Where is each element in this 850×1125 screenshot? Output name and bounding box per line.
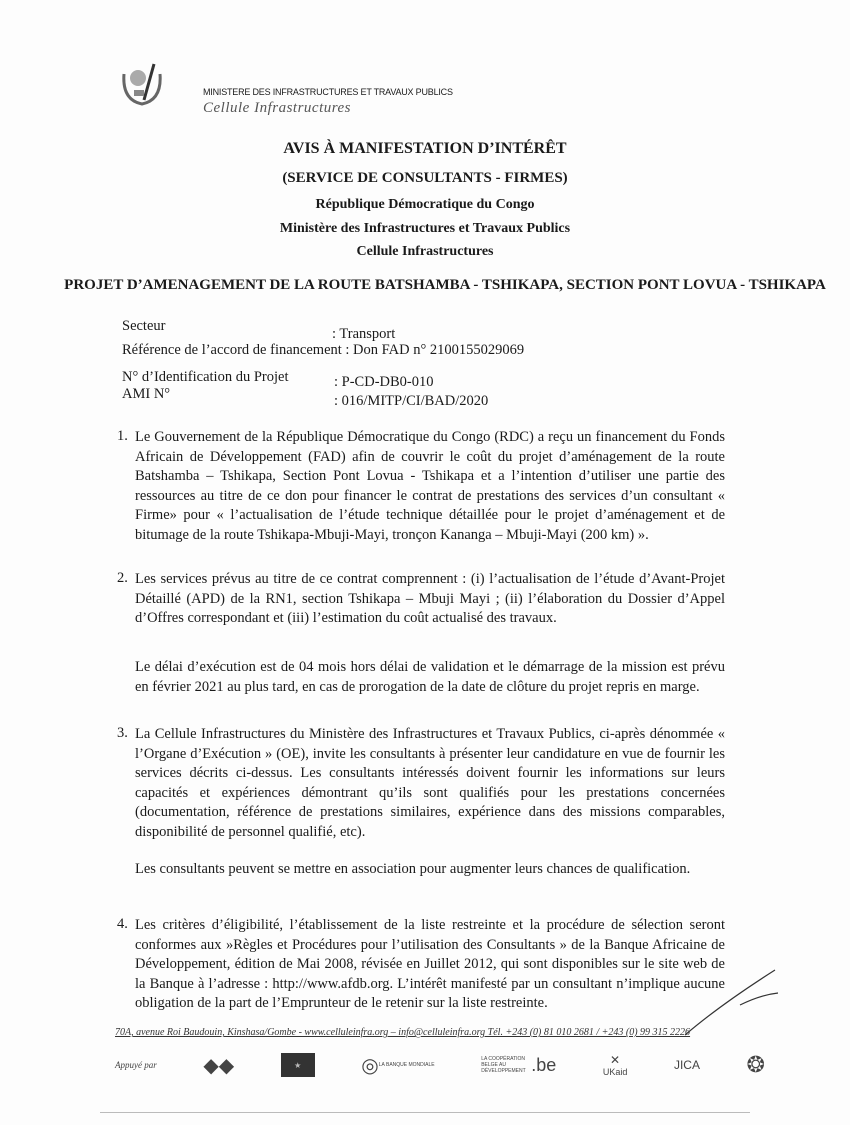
meta-label-value: [122, 342, 524, 359]
ministry-heading: Ministère des Infrastructures et Travaux Publics: [279, 221, 571, 236]
paragraph-4: Les critères d’éligibilité, l’établissement de la liste restreinte et la procédure de sélection seront conformes aux »Règles et Procédures pour l’utilisation des Consultants » de la Banque Africaine de Développement, édition de Mai 2008, révisée en Juillet 2012, qui sont disponibles sur le site web de la Banque à l’adresse : http://www.afdb.org. L’intérêt manifesté par un consultant n’implique aucune obligation de la part de l’Emprunteur de le retenir sur la liste restreinte.: [135, 917, 725, 1011]
partner-logos: [115, 1045, 765, 1085]
paragraph-3b: Les consultants peuvent se mettre en association pour augmenter leurs chances de qualification.: [135, 861, 691, 877]
eu-flag-logo: ★: [281, 1053, 315, 1077]
meta-label: AMI N°: [122, 386, 171, 402]
footer-address: 70A, avenue Roi Baudouin, Kinshasa/Gombe - www.celluleinfra.org – info@celluleinfra.org Tél. +243 (0) 81 010 2681 / +243 (0) 99 315 2226: [115, 1027, 691, 1038]
page-edge-line: [100, 1112, 750, 1113]
meta-value: : 016/MITP/CI/BAD/2020: [334, 393, 489, 409]
paragraph-1: Le Gouvernement de la République Démocratique du Congo (RDC) a reçu un financement du Fonds Africain de Développement (FAD) afin de couvrir le coût du projet d’aménagement de la route Batshamba – Tshikapa, Section Pont Lovua - Tshikapa et a l’intention d’utiliser une partie des ressources au titre de ce don pour financer le contrat de prestations des services d’un consultant « Firme» pour « l’actualisation de l’étude technique détaillée pour le projet d’aménagement et de bitumage de la route Tshikapa-Mbuji-Mayi, tronçon Kananga – Mbuji-Mayi (200 km) ».: [135, 429, 725, 543]
africa-map-logo: ◆◆: [203, 1054, 235, 1077]
emblem-logo: ❂: [746, 1052, 765, 1077]
item-number: 2.: [117, 570, 128, 586]
belgian-cooperation-logo: LA COOPÉRATION BELGE AU DÉVELOPPEMENT .be: [481, 1054, 557, 1075]
meta-value: : P-CD-DB0-010: [334, 374, 434, 390]
supported-by-label: Appuyé par: [115, 1060, 157, 1070]
cellule-name: Cellule Infrastructures: [203, 100, 352, 116]
country: République Démocratique du Congo: [315, 197, 535, 212]
cellule-heading: Cellule Infrastructures: [356, 244, 494, 259]
ministry-name: MINISTERE DES INFRASTRUCTURES ET TRAVAUX PUBLICS: [203, 87, 453, 97]
notice-subtitle: (SERVICE DE CONSULTANTS - FIRMES): [282, 170, 568, 186]
paragraph-2b: Le délai d’exécution est de 04 mois hors délai de validation et le démarrage de la mission est prévu en février 2021 au plus tard, en cas de prorogation de la date de clôture du projet repris en marge.: [135, 659, 725, 695]
jica-logo: JICA: [673, 1058, 700, 1072]
signature-mark: [680, 965, 780, 1040]
project-title: PROJET D’AMENAGEMENT DE LA ROUTE BATSHAMBA - TSHIKAPA, SECTION PONT LOVUA - TSHIKAPA: [64, 277, 826, 293]
notice-title: AVIS À MANIFESTATION D’INTÉRÊT: [283, 140, 567, 157]
item-number: 3.: [117, 725, 128, 741]
ukaid-logo: ✕ UKaid: [602, 1053, 628, 1077]
meta-value: : Transport: [332, 326, 396, 342]
paragraph-2: Les services prévus au titre de ce contrat comprennent : (i) l’actualisation de l’étude d’Avant-Projet Détaillé (APD) de la RN1, section Tshikapa – Mbuji Mayi ; (ii) l’élaboration du Dossier d’Appel d’Offres correspondant et (iii) l’estimation du coût actualisé des travaux.: [135, 571, 725, 626]
coat-of-arms-logo: [118, 60, 166, 108]
world-bank-logo: ◎ LA BANQUE MONDIALE: [361, 1054, 435, 1077]
item-number: 1.: [117, 428, 128, 444]
item-number: 4.: [117, 916, 128, 932]
meta-label: Référence de l’accord de financement: [122, 342, 342, 358]
paragraph-3: La Cellule Infrastructures du Ministère des Infrastructures et Travaux Publics, ci-après dénommée « l’Organe d’Exécution » (OE), invite les consultants à présenter leur candidature en vue de fournir les services décrits ci-dessus. Les consultants intéressés doivent fournir les informations sur leurs capacités et expériences démontrant qu’ils sont qualifiés pour les prestations concernées (documentation, référence de prestations similaires, expérience dans des missions comparables, disponibilité de personnel qualifié, etc).: [135, 726, 725, 840]
meta-label: N° d’Identification du Projet: [122, 369, 289, 385]
meta-value: : Don FAD n° 2100155029069: [345, 342, 525, 358]
meta-label: Secteur: [122, 318, 166, 334]
